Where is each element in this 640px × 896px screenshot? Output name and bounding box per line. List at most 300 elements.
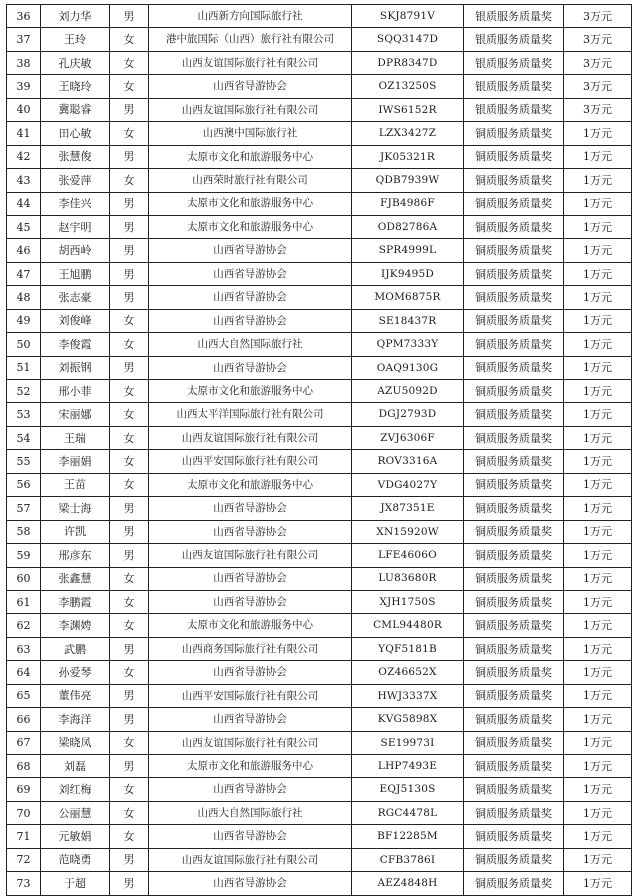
cell-code: IWS6152R — [352, 98, 464, 121]
cell-number: 51 — [7, 356, 41, 379]
cell-code: DGJ2793D — [352, 403, 464, 426]
cell-name: 李佳兴 — [41, 192, 110, 215]
cell-amount: 1万元 — [564, 755, 632, 778]
cell-gender: 女 — [110, 380, 149, 403]
cell-code: OZ46652X — [352, 661, 464, 684]
cell-code: VDG4027Y — [352, 473, 464, 496]
cell-organization: 山西省导游协会 — [149, 872, 352, 895]
cell-code: ZVJ6306F — [352, 426, 464, 449]
cell-award: 铜质服务质量奖 — [464, 520, 564, 543]
cell-code: MOM6875R — [352, 286, 464, 309]
cell-award: 铜质服务质量奖 — [464, 755, 564, 778]
cell-number: 65 — [7, 684, 41, 707]
cell-name: 邢小菲 — [41, 380, 110, 403]
cell-award: 铜质服务质量奖 — [464, 215, 564, 238]
cell-gender: 女 — [110, 403, 149, 426]
cell-gender: 女 — [110, 590, 149, 613]
cell-code: OD82786A — [352, 215, 464, 238]
cell-gender: 女 — [110, 333, 149, 356]
cell-gender: 男 — [110, 708, 149, 731]
cell-award: 铜质服务质量奖 — [464, 637, 564, 660]
cell-number: 50 — [7, 333, 41, 356]
cell-organization: 山西澳中国际旅行社 — [149, 122, 352, 145]
table-row — [7, 192, 632, 215]
cell-organization: 山西省导游协会 — [149, 520, 352, 543]
cell-number: 48 — [7, 286, 41, 309]
cell-code: JK05321R — [352, 145, 464, 168]
cell-code: LFE4606O — [352, 544, 464, 567]
cell-award: 铜质服务质量奖 — [464, 450, 564, 473]
cell-name: 李海洋 — [41, 708, 110, 731]
cell-code: LHP7493E — [352, 755, 464, 778]
cell-code: IJK9495D — [352, 262, 464, 285]
cell-amount: 1万元 — [564, 473, 632, 496]
cell-gender: 女 — [110, 661, 149, 684]
cell-award: 银质服务质量奖 — [464, 75, 564, 98]
cell-amount: 3万元 — [564, 98, 632, 121]
cell-name: 刘红梅 — [41, 778, 110, 801]
cell-gender: 男 — [110, 239, 149, 262]
cell-award: 铜质服务质量奖 — [464, 497, 564, 520]
cell-number: 72 — [7, 848, 41, 871]
cell-name: 董伟亮 — [41, 684, 110, 707]
cell-gender: 男 — [110, 145, 149, 168]
cell-organization: 山西平安国际旅行社有限公司 — [149, 450, 352, 473]
cell-amount: 1万元 — [564, 684, 632, 707]
cell-name: 邢彦东 — [41, 544, 110, 567]
cell-award: 铜质服务质量奖 — [464, 848, 564, 871]
table-row — [7, 239, 632, 262]
cell-gender: 男 — [110, 215, 149, 238]
table-row — [7, 98, 632, 121]
table-row — [7, 848, 632, 871]
cell-organization: 山西友谊国际旅行社有限公司 — [149, 544, 352, 567]
cell-number: 56 — [7, 473, 41, 496]
cell-number: 39 — [7, 75, 41, 98]
table-row — [7, 684, 632, 707]
cell-award: 铜质服务质量奖 — [464, 567, 564, 590]
cell-code: DPR8347D — [352, 51, 464, 74]
cell-amount: 1万元 — [564, 145, 632, 168]
cell-award: 铜质服务质量奖 — [464, 122, 564, 145]
cell-organization: 山西荣时旅行社有限公司 — [149, 169, 352, 192]
cell-amount: 1万元 — [564, 169, 632, 192]
table-row — [7, 262, 632, 285]
cell-gender: 男 — [110, 848, 149, 871]
cell-number: 37 — [7, 28, 41, 51]
cell-name: 张鑫慧 — [41, 567, 110, 590]
cell-name: 李鹏霞 — [41, 590, 110, 613]
cell-gender: 女 — [110, 309, 149, 332]
cell-gender: 女 — [110, 731, 149, 754]
table-row — [7, 801, 632, 824]
cell-code: SQQ3147D — [352, 28, 464, 51]
table-row — [7, 403, 632, 426]
table-row — [7, 520, 632, 543]
cell-code: CML94480R — [352, 614, 464, 637]
cell-organization: 山西大自然国际旅行社 — [149, 333, 352, 356]
cell-number: 55 — [7, 450, 41, 473]
cell-gender: 男 — [110, 872, 149, 895]
table-row — [7, 75, 632, 98]
cell-name: 刘磊 — [41, 755, 110, 778]
cell-name: 王苗 — [41, 473, 110, 496]
cell-organization: 山西友谊国际旅行社有限公司 — [149, 51, 352, 74]
cell-name: 李丽娟 — [41, 450, 110, 473]
cell-number: 69 — [7, 778, 41, 801]
cell-number: 61 — [7, 590, 41, 613]
cell-name: 张志豪 — [41, 286, 110, 309]
cell-amount: 1万元 — [564, 333, 632, 356]
cell-amount: 1万元 — [564, 590, 632, 613]
cell-organization: 山西省导游协会 — [149, 239, 352, 262]
table-row — [7, 450, 632, 473]
table-row — [7, 567, 632, 590]
cell-gender: 女 — [110, 473, 149, 496]
cell-amount: 1万元 — [564, 450, 632, 473]
table-row — [7, 497, 632, 520]
cell-number: 44 — [7, 192, 41, 215]
cell-award: 铜质服务质量奖 — [464, 473, 564, 496]
cell-name: 范晓勇 — [41, 848, 110, 871]
cell-award: 铜质服务质量奖 — [464, 286, 564, 309]
cell-name: 赵宇明 — [41, 215, 110, 238]
cell-amount: 1万元 — [564, 309, 632, 332]
cell-code: AZU5092D — [352, 380, 464, 403]
cell-organization: 太原市文化和旅游服务中心 — [149, 145, 352, 168]
cell-amount: 1万元 — [564, 262, 632, 285]
cell-code: YQF5181B — [352, 637, 464, 660]
cell-name: 王晓玲 — [41, 75, 110, 98]
cell-number: 49 — [7, 309, 41, 332]
cell-organization: 山西省导游协会 — [149, 309, 352, 332]
cell-amount: 3万元 — [564, 51, 632, 74]
cell-amount: 1万元 — [564, 637, 632, 660]
cell-gender: 男 — [110, 684, 149, 707]
cell-number: 68 — [7, 755, 41, 778]
cell-gender: 女 — [110, 450, 149, 473]
cell-number: 38 — [7, 51, 41, 74]
cell-number: 52 — [7, 380, 41, 403]
cell-code: XJH1750S — [352, 590, 464, 613]
cell-code: JX87351E — [352, 497, 464, 520]
cell-organization: 山西省导游协会 — [149, 590, 352, 613]
table-row — [7, 661, 632, 684]
cell-code: QPM7333Y — [352, 333, 464, 356]
cell-organization: 山西大自然国际旅行社 — [149, 801, 352, 824]
cell-gender: 女 — [110, 169, 149, 192]
cell-award: 铜质服务质量奖 — [464, 426, 564, 449]
cell-organization: 山西友谊国际旅行社有限公司 — [149, 848, 352, 871]
cell-name: 许凯 — [41, 520, 110, 543]
cell-code: SPR4999L — [352, 239, 464, 262]
cell-name: 梁士海 — [41, 497, 110, 520]
cell-name: 刘力华 — [41, 5, 110, 28]
cell-number: 64 — [7, 661, 41, 684]
cell-organization: 太原市文化和旅游服务中心 — [149, 215, 352, 238]
cell-amount: 1万元 — [564, 872, 632, 895]
table-row — [7, 426, 632, 449]
cell-gender: 男 — [110, 262, 149, 285]
cell-gender: 男 — [110, 637, 149, 660]
cell-name: 梁晓凤 — [41, 731, 110, 754]
cell-number: 42 — [7, 145, 41, 168]
cell-name: 张爱萍 — [41, 169, 110, 192]
cell-code: XN15920W — [352, 520, 464, 543]
cell-award: 铜质服务质量奖 — [464, 708, 564, 731]
cell-award: 铜质服务质量奖 — [464, 825, 564, 848]
cell-organization: 太原市文化和旅游服务中心 — [149, 614, 352, 637]
cell-award: 银质服务质量奖 — [464, 28, 564, 51]
cell-name: 张慧俊 — [41, 145, 110, 168]
cell-number: 73 — [7, 872, 41, 895]
cell-organization: 太原市文化和旅游服务中心 — [149, 192, 352, 215]
cell-amount: 1万元 — [564, 286, 632, 309]
cell-award: 铜质服务质量奖 — [464, 544, 564, 567]
cell-gender: 男 — [110, 544, 149, 567]
table-row — [7, 122, 632, 145]
cell-amount: 3万元 — [564, 28, 632, 51]
cell-organization: 太原市文化和旅游服务中心 — [149, 755, 352, 778]
cell-gender: 女 — [110, 778, 149, 801]
cell-organization: 山西省导游协会 — [149, 825, 352, 848]
table-row — [7, 473, 632, 496]
table-row — [7, 145, 632, 168]
cell-amount: 1万元 — [564, 215, 632, 238]
cell-name: 宋丽娜 — [41, 403, 110, 426]
cell-amount: 1万元 — [564, 403, 632, 426]
cell-gender: 女 — [110, 614, 149, 637]
cell-organization: 山西省导游协会 — [149, 286, 352, 309]
cell-organization: 山西太平洋国际旅行社有限公司 — [149, 403, 352, 426]
cell-code: BF12285M — [352, 825, 464, 848]
cell-gender: 男 — [110, 755, 149, 778]
cell-gender: 男 — [110, 520, 149, 543]
cell-gender: 女 — [110, 75, 149, 98]
cell-number: 41 — [7, 122, 41, 145]
cell-award: 铜质服务质量奖 — [464, 731, 564, 754]
cell-gender: 男 — [110, 5, 149, 28]
cell-number: 60 — [7, 567, 41, 590]
cell-code: LU83680R — [352, 567, 464, 590]
cell-organization: 山西友谊国际旅行社有限公司 — [149, 98, 352, 121]
cell-number: 47 — [7, 262, 41, 285]
cell-name: 孙爱琴 — [41, 661, 110, 684]
cell-gender: 女 — [110, 801, 149, 824]
cell-award: 铜质服务质量奖 — [464, 403, 564, 426]
cell-award: 铜质服务质量奖 — [464, 872, 564, 895]
cell-award: 银质服务质量奖 — [464, 5, 564, 28]
cell-amount: 1万元 — [564, 661, 632, 684]
table-row — [7, 590, 632, 613]
cell-organization: 山西省导游协会 — [149, 708, 352, 731]
cell-number: 43 — [7, 169, 41, 192]
cell-name: 于超 — [41, 872, 110, 895]
cell-name: 元敏娟 — [41, 825, 110, 848]
cell-name: 武鹏 — [41, 637, 110, 660]
cell-organization: 山西友谊国际旅行社有限公司 — [149, 426, 352, 449]
cell-award: 铜质服务质量奖 — [464, 590, 564, 613]
cell-number: 70 — [7, 801, 41, 824]
cell-name: 胡西岭 — [41, 239, 110, 262]
cell-amount: 1万元 — [564, 731, 632, 754]
cell-gender: 男 — [110, 192, 149, 215]
cell-organization: 山西平安国际旅行社有限公司 — [149, 684, 352, 707]
cell-organization: 山西省导游协会 — [149, 262, 352, 285]
cell-organization: 山西省导游协会 — [149, 75, 352, 98]
cell-gender: 女 — [110, 51, 149, 74]
cell-organization: 山西新方向国际旅行社 — [149, 5, 352, 28]
cell-award: 铜质服务质量奖 — [464, 356, 564, 379]
cell-name: 刘振钢 — [41, 356, 110, 379]
cell-organization: 太原市文化和旅游服务中心 — [149, 380, 352, 403]
cell-name: 刘俊峰 — [41, 309, 110, 332]
cell-organization: 山西省导游协会 — [149, 356, 352, 379]
table-row — [7, 614, 632, 637]
cell-gender: 女 — [110, 426, 149, 449]
cell-number: 67 — [7, 731, 41, 754]
cell-amount: 1万元 — [564, 708, 632, 731]
cell-number: 46 — [7, 239, 41, 262]
cell-amount: 1万元 — [564, 122, 632, 145]
cell-name: 田心敏 — [41, 122, 110, 145]
table-row — [7, 380, 632, 403]
cell-award: 银质服务质量奖 — [464, 98, 564, 121]
cell-code: KVG5898X — [352, 708, 464, 731]
cell-number: 63 — [7, 637, 41, 660]
cell-award: 铜质服务质量奖 — [464, 262, 564, 285]
cell-gender: 男 — [110, 98, 149, 121]
cell-amount: 1万元 — [564, 825, 632, 848]
cell-code: CFB3786I — [352, 848, 464, 871]
cell-amount: 1万元 — [564, 544, 632, 567]
table-body — [7, 5, 632, 896]
cell-name: 王玲 — [41, 28, 110, 51]
cell-organization: 太原市文化和旅游服务中心 — [149, 473, 352, 496]
cell-number: 57 — [7, 497, 41, 520]
cell-name: 李俊霞 — [41, 333, 110, 356]
cell-gender: 女 — [110, 567, 149, 590]
table-row — [7, 286, 632, 309]
cell-organization: 港中旅国际（山西）旅行社有限公司 — [149, 28, 352, 51]
cell-gender: 男 — [110, 286, 149, 309]
cell-code: SE18437R — [352, 309, 464, 332]
cell-number: 54 — [7, 426, 41, 449]
cell-number: 40 — [7, 98, 41, 121]
table-row — [7, 637, 632, 660]
cell-gender: 女 — [110, 825, 149, 848]
cell-amount: 1万元 — [564, 848, 632, 871]
cell-code: FJB4986F — [352, 192, 464, 215]
table-row — [7, 51, 632, 74]
cell-gender: 男 — [110, 497, 149, 520]
cell-organization: 山西省导游协会 — [149, 778, 352, 801]
cell-award: 银质服务质量奖 — [464, 51, 564, 74]
cell-code: ROV3316A — [352, 450, 464, 473]
cell-gender: 男 — [110, 356, 149, 379]
cell-number: 71 — [7, 825, 41, 848]
table-row — [7, 169, 632, 192]
cell-organization: 山西省导游协会 — [149, 497, 352, 520]
cell-code: SE19973I — [352, 731, 464, 754]
cell-award: 铜质服务质量奖 — [464, 169, 564, 192]
cell-award: 铜质服务质量奖 — [464, 684, 564, 707]
cell-amount: 1万元 — [564, 778, 632, 801]
cell-award: 铜质服务质量奖 — [464, 778, 564, 801]
table-row — [7, 731, 632, 754]
cell-award: 铜质服务质量奖 — [464, 801, 564, 824]
cell-amount: 1万元 — [564, 380, 632, 403]
cell-organization: 山西友谊国际旅行社有限公司 — [149, 731, 352, 754]
table-row — [7, 755, 632, 778]
table-row — [7, 356, 632, 379]
cell-number: 53 — [7, 403, 41, 426]
table-row — [7, 825, 632, 848]
cell-amount: 1万元 — [564, 497, 632, 520]
cell-name: 冀聪睿 — [41, 98, 110, 121]
award-table — [6, 4, 632, 896]
cell-code: OZ13250S — [352, 75, 464, 98]
cell-name: 孔庆敏 — [41, 51, 110, 74]
table-row — [7, 708, 632, 731]
cell-amount: 1万元 — [564, 192, 632, 215]
cell-name: 王瑞 — [41, 426, 110, 449]
cell-name: 李渊娉 — [41, 614, 110, 637]
cell-award: 铜质服务质量奖 — [464, 333, 564, 356]
cell-award: 铜质服务质量奖 — [464, 239, 564, 262]
cell-amount: 1万元 — [564, 426, 632, 449]
cell-code: OAQ9130G — [352, 356, 464, 379]
cell-number: 36 — [7, 5, 41, 28]
table-row — [7, 309, 632, 332]
cell-gender: 女 — [110, 28, 149, 51]
cell-organization: 山西商务国际旅行社有限公司 — [149, 637, 352, 660]
cell-amount: 1万元 — [564, 801, 632, 824]
cell-code: QDB7939W — [352, 169, 464, 192]
table-row — [7, 28, 632, 51]
cell-code: RGC4478L — [352, 801, 464, 824]
cell-amount: 3万元 — [564, 5, 632, 28]
cell-organization: 山西省导游协会 — [149, 661, 352, 684]
cell-code: SKJ8791V — [352, 5, 464, 28]
cell-number: 45 — [7, 215, 41, 238]
cell-award: 铜质服务质量奖 — [464, 145, 564, 168]
cell-amount: 1万元 — [564, 520, 632, 543]
cell-organization: 山西省导游协会 — [149, 567, 352, 590]
cell-amount: 1万元 — [564, 356, 632, 379]
cell-code: LZX3427Z — [352, 122, 464, 145]
table-row — [7, 544, 632, 567]
cell-gender: 女 — [110, 122, 149, 145]
cell-number: 59 — [7, 544, 41, 567]
cell-award: 铜质服务质量奖 — [464, 380, 564, 403]
cell-award: 铜质服务质量奖 — [464, 309, 564, 332]
cell-award: 铜质服务质量奖 — [464, 614, 564, 637]
cell-amount: 1万元 — [564, 614, 632, 637]
table-row — [7, 778, 632, 801]
cell-award: 铜质服务质量奖 — [464, 192, 564, 215]
table-row — [7, 333, 632, 356]
cell-number: 58 — [7, 520, 41, 543]
cell-amount: 1万元 — [564, 567, 632, 590]
cell-award: 铜质服务质量奖 — [464, 661, 564, 684]
cell-code: EQJ5130S — [352, 778, 464, 801]
cell-number: 66 — [7, 708, 41, 731]
cell-code: HWJ3337X — [352, 684, 464, 707]
cell-name: 王旭鹏 — [41, 262, 110, 285]
cell-amount: 1万元 — [564, 239, 632, 262]
table-row — [7, 215, 632, 238]
